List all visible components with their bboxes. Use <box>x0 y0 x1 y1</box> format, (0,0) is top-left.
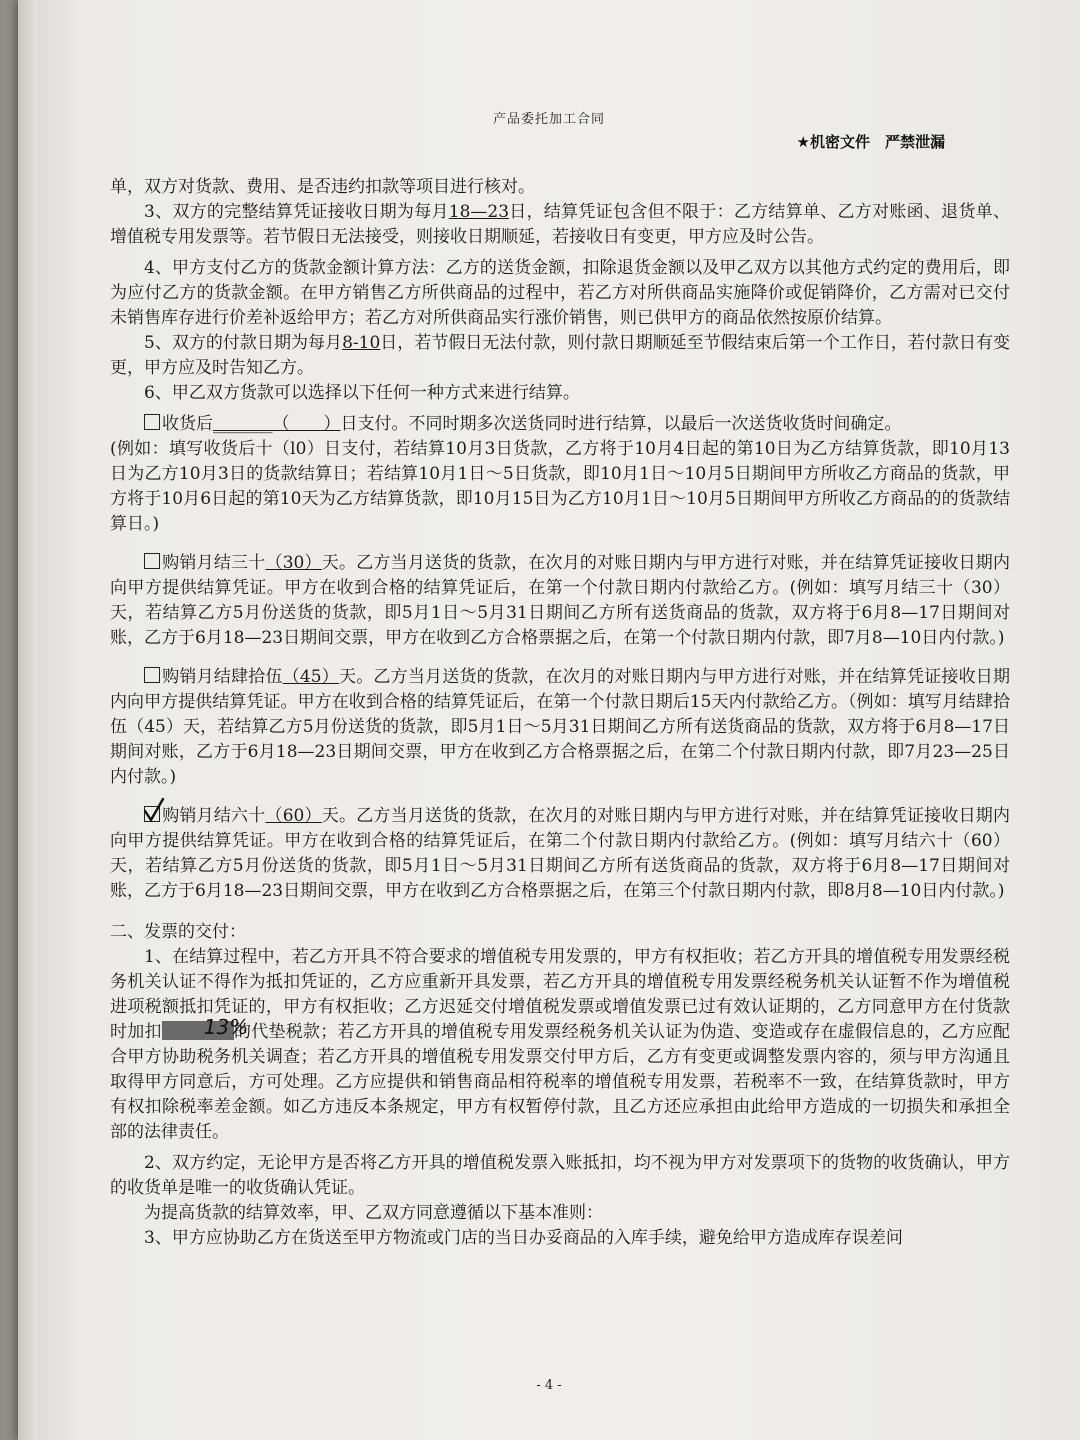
clause-4: 4、甲方支付乙方的货款金额计算方法：乙方的送货金额，扣除退货金额以及甲乙双方以其他方式约定的费用后，即为应付乙方的货款金额。在甲方销售乙方所供商品的过程中，若乙方对所供商品实施降价或促销降价，乙方需对已交付未销售库存进行价差补返给甲方；若乙方对所供商品实行涨价销售，则已供甲方的商品依然按原价结算。 <box>110 258 1010 328</box>
handwritten-rate: 13% <box>203 1015 249 1039</box>
option-4-checkbox[interactable] <box>144 806 160 822</box>
option-1-example: (例如：填写收货后十（l0）日支付，若结算10月3日货款，乙方将于10月4日起的第10日为乙方结算货款，即10月13日为乙方10月3日的货款结算日；若结算10月1日～5日货款，即10月1日～10月5日期间甲方所收乙方商品的货款，甲方将于10月6日起的第10天为乙方结算货款，即10月15日为乙方10月1日～10月5日期间甲方所收乙方商品的的货款结算日。) <box>110 439 1010 534</box>
page-header-title: 产品委托加工合同 <box>492 112 605 127</box>
confidential-label: ★机密文件 严禁泄漏 <box>796 133 945 151</box>
clause-5 <box>110 331 1010 381</box>
option-3-days: （45） <box>282 667 339 687</box>
option-2 <box>110 551 1010 651</box>
option-1 <box>110 412 1010 437</box>
clause-3-text-a: 3、双方的完整结算凭证接收日期为每月 <box>144 202 449 222</box>
clause-3-text-b: 日，结算凭证包含但不限于：乙方结算单、乙方对账函、退货单、增值税专用发票等。若节假日无法接受，则接收日期顺延，若接收日有变更，甲方应及时公告。 <box>110 202 1010 247</box>
option-4 <box>110 804 1010 904</box>
page-edge <box>18 0 38 1440</box>
option-2-text-b: 天。乙方当月送货的货款，在次月的对账日期内与甲方进行对账，并在结算凭证接收日期内向甲方提供结算凭证。甲方在收到合格的结算凭证后，在第一个付款日期内付款给乙方。(例如：填写月结三十（30）天，若结算乙方5月份送货的货款，即5月1日～5月31日期间乙方所有送货商品的货款，双方将于6月8—17日期间对账，乙方于6月18—23日期间交票，甲方在收到乙方合格票据之后，在第一个付款日期内付款，即7月8—10日内付款。) <box>110 553 1011 648</box>
option-4-days: （60） <box>265 806 322 826</box>
option-2-days: （30） <box>265 553 322 573</box>
option-3-text-a: 购销月结肆拾伍 <box>162 667 283 687</box>
invoice-clause-1-text-b: 的代垫税款；若乙方开具的增值税专用发票经税务机关认证为伪造、变造或存在虚假信息的，乙方应配合甲方协助税务机关调查；若乙方开具的增值税专用发票交付甲方后，乙方有变更或调整发票内容的，须与甲方沟通且取得甲方同意后，方可处理。乙方应提供和销售商品相符税率的增值税专用发票，若税率不一致，在结算货款时，甲方有权扣除税率差金额。如乙方违反本条规定，甲方有权暂停付款，且乙方还应承担由此给甲方造成的一切损失和承担全部的法律责任。 <box>110 1022 1010 1142</box>
contract-page <box>18 0 1080 1440</box>
section-invoice-heading: 二、发票的交付： <box>110 922 246 942</box>
clause-3 <box>110 200 1010 250</box>
clause-5-text-b: 日，若节假日无法付款，则付款日期顺延至节假结束后第一个工作日，若付款日有变更，甲方应及时告知乙方。 <box>110 333 1010 378</box>
option-3-text-b: 天。乙方当月送货的货款，在次月的对账日期内与甲方进行对账，并在结算凭证接收日期内向甲方提供结算凭证。甲方在收到合格的结算凭证后，在第一个付款日期后15天内付款给乙方。（例如：填写月结肆拾伍（45）天，若结算乙方5月份送货的货款，即5月1日～5月31日期间乙方所有送货商品的货款，双方将于6月8—17日期间对账，乙方于6月18—23日期间交票，甲方在收到乙方合格票据之后，在第二个付款日期内付款，即7月23—25日内付款。) <box>110 667 1011 787</box>
option-1-text-b: 日支付。不同时期多次送货同时进行结算，以最后一次送货收货时间确定。 <box>340 414 902 434</box>
option-1-checkbox[interactable] <box>144 414 160 430</box>
option-4-text-a: 购销月结六十 <box>162 806 266 826</box>
option-1-blank: _______（ ） <box>213 414 341 434</box>
check-mark-icon <box>143 797 165 823</box>
invoice-clause-3: 3、甲方应协助乙方在货送至甲方物流或门店的当日办妥商品的入库手续，避免给甲方造成库存误差问 <box>144 1228 903 1248</box>
invoice-clause-2: 2、双方约定，无论甲方是否将乙方开具的增值税发票入账抵扣，均不视为甲方对发票项下的货物的收货确认，甲方的收货单是唯一的收货确认凭证。 <box>110 1153 1010 1198</box>
option-3-checkbox[interactable] <box>144 667 160 683</box>
page-number: - 4 - <box>536 1378 562 1393</box>
clause-3-date: 18—23 <box>448 202 510 222</box>
clause-5-text-a: 5、双方的付款日期为每月 <box>144 333 343 353</box>
paragraph-continuation: 单，双方对货款、费用、是否违约扣款等项目进行核对。 <box>110 177 535 197</box>
invoice-clause-1-text-a: 1、在结算过程中，若乙方开具不符合要求的增值税专用发票的，甲方有权拒收；若乙方开具的增值税专用发票经税务机关认证不得作为抵扣凭证的，乙方应重新开具发票，若乙方开具的增值税专用发票经税务机关认证暂不作为增值税进项税额抵扣凭证的，甲方有权拒收；乙方迟延交付增值税发票或增值发票已过有效认证期的，乙方同意甲方在付货款时加扣 <box>110 947 1010 1042</box>
option-3 <box>110 665 1010 790</box>
option-1-text-a: 收货后 <box>162 414 213 434</box>
settlement-principles: 为提高货款的结算效率，甲、乙双方同意遵循以下基本准则： <box>144 1203 603 1223</box>
option-2-checkbox[interactable] <box>144 553 160 569</box>
option-4-text-b: 天。乙方当月送货的货款，在次月的对账日期内与甲方进行对账，并在结算凭证接收日期内向甲方提供结算凭证。甲方在收到合格的结算凭证后，在第二个付款日期内付款给乙方。(例如：填写月结六十（60）天，若结算乙方5月份送货的货款，即5月1日～5月31日期间乙方所有送货商品的货款，双方将于6月8—17日期间对账，乙方于6月18—23日期间交票，甲方在收到乙方合格票据之后，在第三个付款日期内付款，即8月8—10日内付款。) <box>110 806 1011 901</box>
clause-6: 6、甲乙双方货款可以选择以下任何一种方式来进行结算。 <box>144 383 580 403</box>
contract-body <box>110 175 1010 1251</box>
redacted-field <box>162 1015 249 1040</box>
option-2-text-a: 购销月结三十 <box>162 553 266 573</box>
invoice-clause-1 <box>110 945 1010 1145</box>
clause-5-date: 8-10 <box>342 333 381 353</box>
